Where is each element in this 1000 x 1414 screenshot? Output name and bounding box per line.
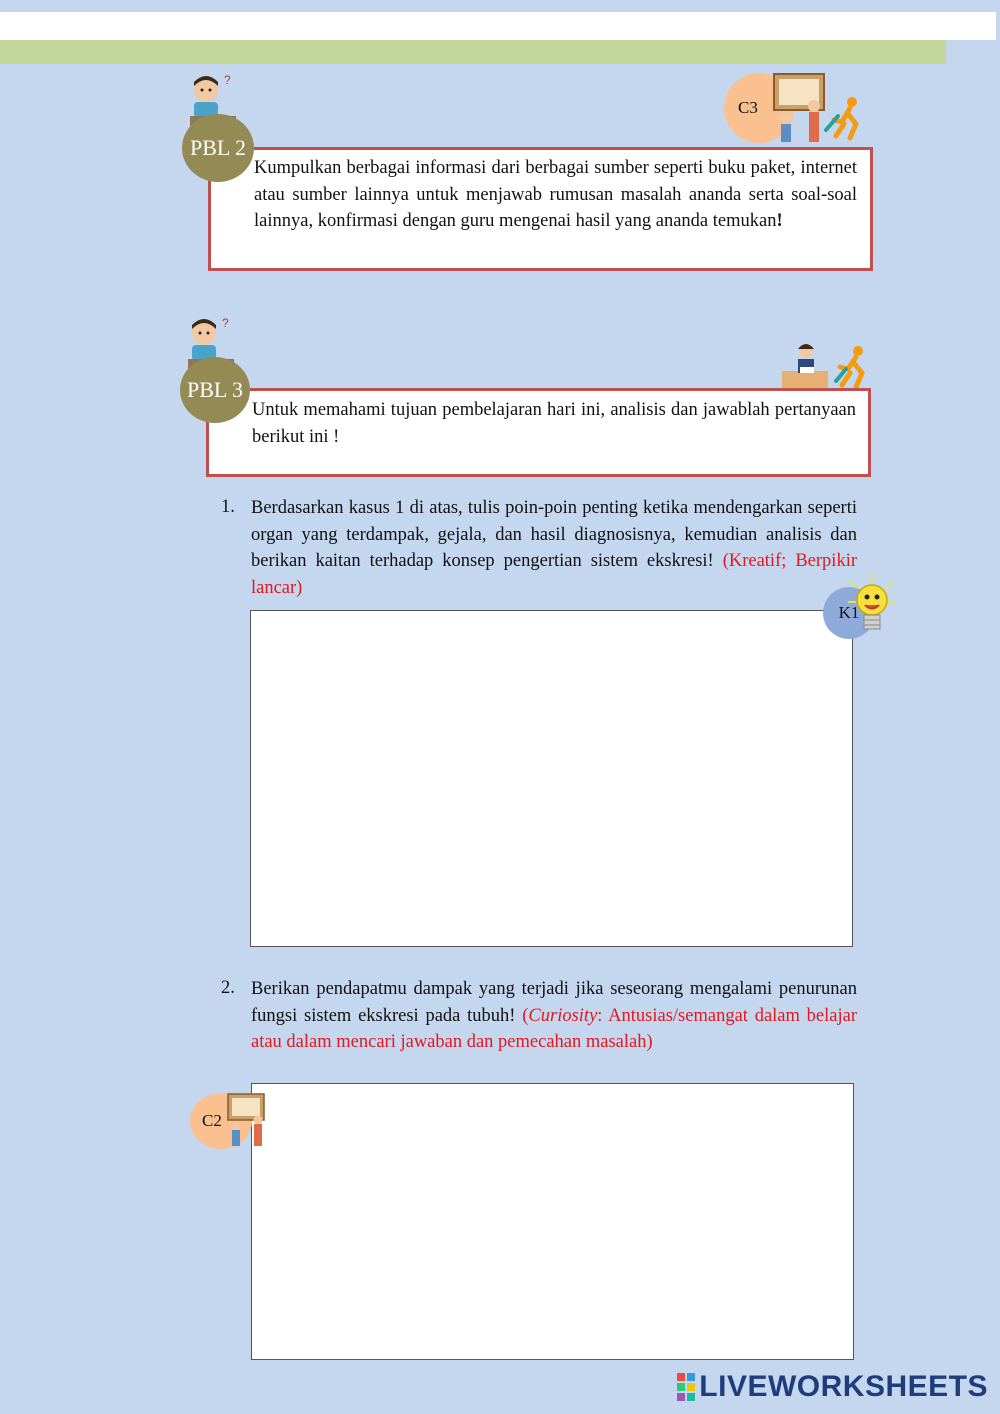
answer-box-2[interactable] — [251, 1083, 854, 1360]
question-2-note-rest: : Antusias/semangat dalam belajar atau dalam mencari jawaban dan pemecahan masalah) — [251, 1005, 857, 1052]
svg-text:?: ? — [222, 317, 229, 330]
question-1-text — [251, 495, 857, 601]
pbl2-instruction — [254, 155, 857, 235]
question-1-number: 1. — [221, 497, 235, 517]
answer-box-1[interactable] — [250, 610, 853, 947]
question-2-level-label: C2 — [202, 1111, 222, 1130]
pbl2-instruction-end: ! — [776, 211, 783, 231]
teacher-board-icon — [766, 72, 864, 146]
answer-input-2[interactable] — [252, 1084, 853, 1359]
svg-text:?: ? — [224, 74, 231, 87]
pbl3-instruction-text: Untuk memahami tujuan pembelajaran hari ini, analisis dan jawablah pertanyaan berikut ini ! — [252, 400, 856, 447]
teacher-board-small-icon — [224, 1092, 270, 1150]
teacher-desk-runner-icon — [780, 341, 870, 391]
lightbulb-icon — [846, 572, 898, 640]
logo-text: LIVEWORKSHEETS — [699, 1370, 988, 1403]
pbl2-badge-label: PBL 2 — [189, 135, 247, 160]
top-white-bar — [0, 12, 996, 40]
question-1-note: (Kreatif; Berpikir lancar) — [251, 551, 857, 598]
question-2-note-italic: Curiosity — [528, 1005, 598, 1026]
pbl3-instruction — [252, 397, 856, 450]
question-2-text — [251, 976, 857, 1056]
answer-input-1[interactable] — [251, 611, 852, 946]
top-green-bar — [0, 40, 946, 64]
question-2-note-open: ( — [515, 1005, 529, 1026]
question-2-number: 2. — [221, 978, 235, 998]
question-1-level-label: K1 — [838, 603, 860, 622]
pbl2-instruction-text: Kumpulkan berbagai informasi dari berbagai sumber seperti buku paket, internet atau sumber lainnya untuk menjawab rumusan masalah ananda serta soal-soal lainnya, konfirmasi dengan guru mengenai hasil yang ananda temukan — [254, 158, 857, 231]
logo-grid-icon — [677, 1373, 695, 1401]
question-1-prompt: Berdasarkan kasus 1 di atas, tulis poin-poin penting ketika mendengarkan seperti organ yang terdampak, gejala, dan hasil diagnosisnya, kemudian analisis dan berikan kaitan terhadap konsep pengertian sistem ekskresi! — [251, 498, 857, 571]
pbl2-level-label: C3 — [738, 98, 758, 117]
pbl3-badge-label: PBL 3 — [186, 377, 244, 402]
pbl3-badge — [180, 357, 250, 423]
pbl2-badge — [182, 114, 254, 182]
liveworksheets-logo — [677, 1370, 988, 1404]
question-2-prompt: Berikan pendapatmu dampak yang terjadi jika seseorang mengalami penurunan fungsi sistem ekskresi pada tubuh! — [251, 979, 857, 1026]
